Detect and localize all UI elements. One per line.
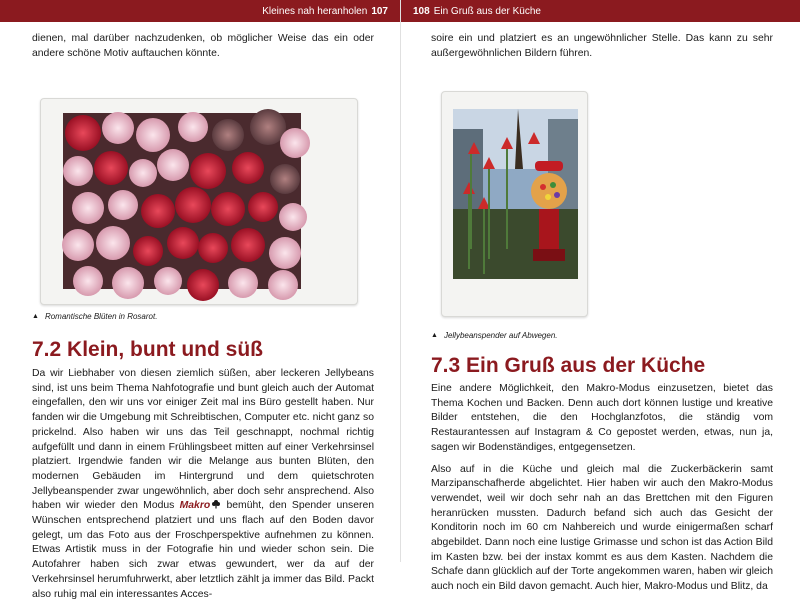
page-number: 107 xyxy=(371,5,388,17)
makro-mode-label: Makro xyxy=(179,500,211,512)
jellybean-photo xyxy=(453,109,578,279)
triangle-up-icon: ▲ xyxy=(431,332,438,339)
figure-caption: ▲ Romantische Blüten in Rosarot. xyxy=(32,312,158,321)
paragraph-1: Eine andere Möglichkeit, den Makro-Modus einzusetzen, bietet das Thema Kochen und Backen. Denn auch dort können lustige und kreative Bilder entstehen, die den Hochglanzfotos, die ständig vom Restaurantessen auf Instagram & Co gepostet werden, etwas, nun ja, sagen wir Bodenständiges, entgegensetzen. xyxy=(431,383,773,453)
figure-caption: ▲ Jellybeanspender auf Abwegen. xyxy=(431,331,558,340)
instant-photo-flowers xyxy=(40,98,358,305)
running-header-left xyxy=(0,0,400,22)
intro-text: soire ein und platziert es an ungewöhnlicher Stelle. Das kann zu sehr außergewöhnlichen Bildern führen. xyxy=(431,33,773,59)
flower-icon xyxy=(211,499,221,514)
left-page xyxy=(0,0,400,600)
flowers-image xyxy=(63,113,301,289)
section-body xyxy=(431,382,773,595)
header-title: Ein Gruß aus der Küche xyxy=(433,5,541,17)
running-header-right xyxy=(401,0,800,22)
instant-photo-jellybean xyxy=(441,91,588,317)
section-heading: 7.2 Klein, bunt und süß xyxy=(32,338,263,361)
page-number: 108 xyxy=(413,5,430,17)
header-title: Kleines nah heranholen xyxy=(262,5,368,17)
paragraph-2: Also auf in die Küche und gleich mal die Zuckerbäckerin samt Marzipanschafherde abgelichtet. Hier haben wir auch den Makro-Modus verwendet, weil wir doch sehr nah an das Brettchen mit den Figuren heranrücken mussten. Dadurch befand sich auch das Gesicht der Konditorin noch im 60 cm Nahbereich und wurde einigermaßen scharf abgebildet. Dann noch eine lustige Grimasse und schon ist das Action Bild im Kasten bzw. bei der instax kommt es aus dem Kasten. Nachdem die Schafe dann glücklich auf der Torte angekommen waren, haben wir gleich auch noch ein Bild davon gemacht. Auch hier, Makro-Modus und Blitz, da xyxy=(431,463,773,593)
flowers-photo xyxy=(63,113,301,289)
jellybean-image xyxy=(453,109,578,279)
section-body: Da wir Liebhaber von diesen ziemlich süßen, aber leckeren Jellybeans sind, ist uns beim Thema Nahfotografie und bunt gleich auch der Automat eingefallen, den wir uns vor einiger Zeit mal ins Büro gestellt haben. Nur fanden wir die Umgebung mit Schreibtischen, Computer etc. nicht ganz so prickelnd. Also haben wir uns das Teil geschnappt, nochmal richtig aufgefüllt und dann in einem Frühlingsbeet mitten auf einer Verkehrsinsel platziert. Irgendwie fanden wir die Melange aus bunten Blüten, den modernen Gebäuden im Hintergrund und dem quietschroten Jellybeanspender zwar ungewöhnlich, aber doch sehr ansprechend. Also haben wir wieder den Modus Makro bemüht, den Spender unseren Wünschen entsprechend platziert und uns flach auf den Boden davor gelegt, um das Foto aus der Froschperspektive aufnehmen zu können. Etwas Artistik muss in der Fotografie hin und wieder schon sein. Die Autofahrer haben sich zwar etwas gewundert, wer da auf der Verkehrsinsel herumfuhrwerkt, aber letztlich zählt ja immer das Bild. Packt also ruhig mal ein interessantes Acces- xyxy=(32,368,375,600)
triangle-up-icon: ▲ xyxy=(32,313,39,320)
right-page xyxy=(400,0,800,593)
section-heading: 7.3 Ein Gruß aus der Küche xyxy=(431,354,706,377)
intro-text: dienen, mal darüber nachzudenken, ob möglicher Weise das ein oder andere schöne Motiv auftauchen könnte. xyxy=(32,33,374,59)
